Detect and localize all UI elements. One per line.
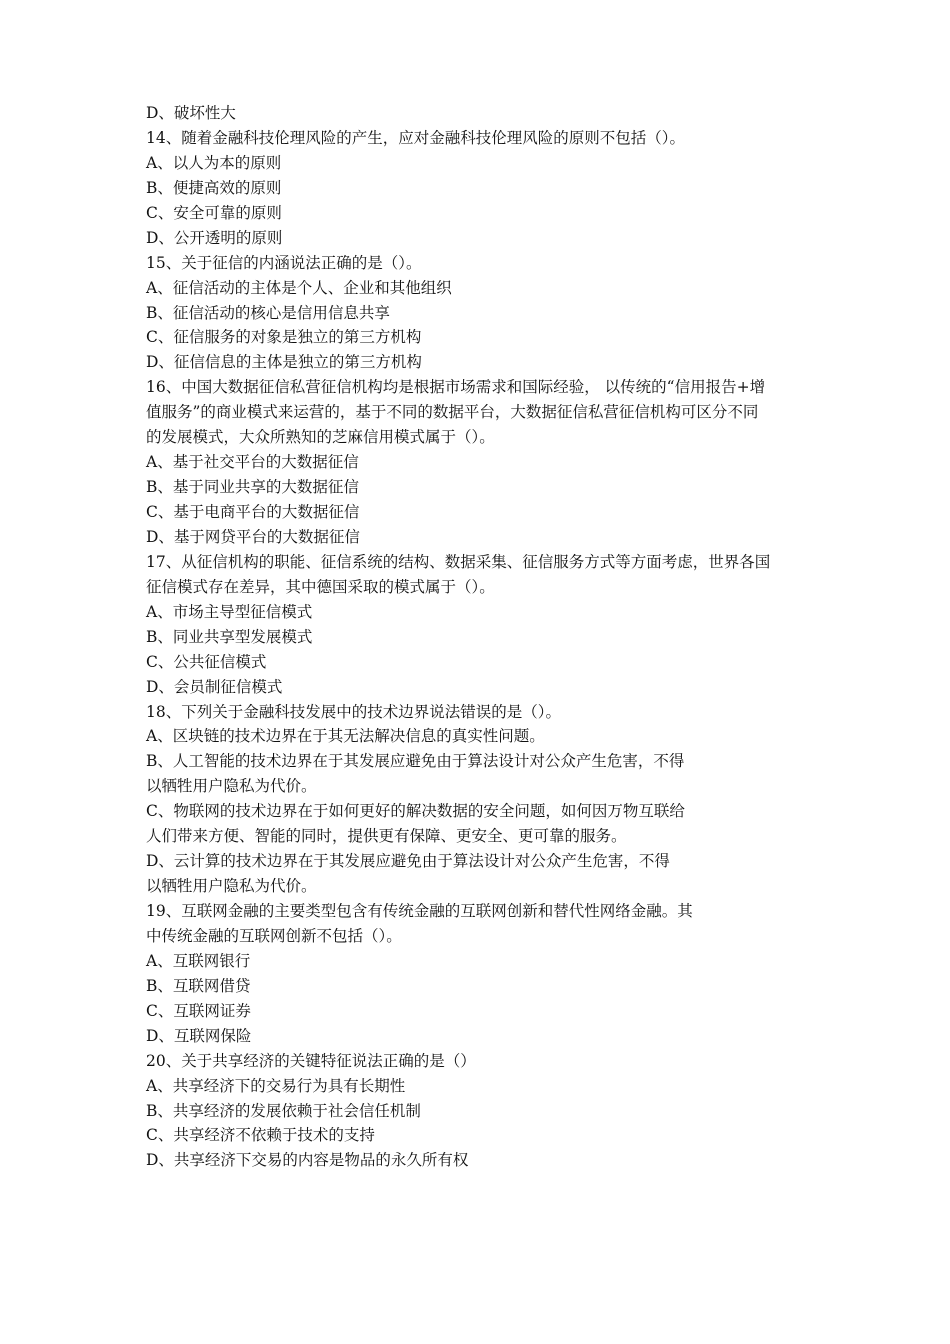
option-d-line: D、云计算的技术边界在于其发展应避免由于算法设计对公众产生危害，不得 [146,852,670,871]
option-d-line: D、征信信息的主体是独立的第三方机构 [146,353,422,372]
option-a-line: A、共享经济下的交易行为具有长期性 [146,1076,406,1095]
question-16-continuation: 值服务”的商业模式来运营的，基于不同的数据平台，大数据征信私营征信机构可区分不同 [146,403,759,422]
option-b-continuation: 以牺牲用户隐私为代价。 [146,777,317,796]
option-d-line: D、公开透明的原则 [146,228,283,247]
option-b-line: B、征信活动的核心是信用信息共享 [146,303,390,322]
question-17-continuation: 征信模式存在差异，其中德国采取的模式属于（）。 [146,577,495,596]
option-d-line: D、会员制征信模式 [146,677,283,696]
question-18: 18、下列关于金融科技发展中的技术边界说法错误的是（）。 [146,702,561,721]
option-d-line: D、破坏性大 [146,104,236,122]
option-a-line: A、以人为本的原则 [146,153,282,172]
option-c-line: C、物联网的技术边界在于如何更好的解决数据的安全问题，如何因万物互联给 [146,802,685,821]
option-a-line: A、征信活动的主体是个人、企业和其他组织 [146,278,452,297]
option-d-line: D、共享经济下交易的内容是物品的永久所有权 [146,1151,469,1170]
option-d-continuation: 以牺牲用户隐私为代价。 [146,877,317,896]
question-19: 19、互联网金融的主要类型包含有传统金融的互联网创新和替代性网络金融。其 [146,902,693,920]
option-c-line: C、征信服务的对象是独立的第三方机构 [146,328,422,347]
option-a-line: A、区块链的技术边界在于其无法解决信息的真实性问题。 [146,727,545,746]
option-d-line: D、基于网贷平台的大数据征信 [146,527,360,546]
option-d-line: D、互联网保险 [146,1026,252,1045]
option-a-line: A、市场主导型征信模式 [146,602,313,621]
question-15: 15、关于征信的内涵说法正确的是（）。 [146,253,422,272]
option-a-line: A、基于社交平台的大数据征信 [146,453,359,472]
option-b-line: B、基于同业共享的大数据征信 [146,478,359,497]
question-20: 20、关于共享经济的关键特征说法正确的是（） [146,1051,476,1070]
question-text-block [146,101,826,1173]
option-b-line: B、互联网借贷 [146,976,251,995]
option-c-line: C、安全可靠的原则 [146,203,282,222]
option-a-line: A、互联网银行 [146,951,251,970]
option-c-line: C、互联网证券 [146,1001,251,1020]
option-c-line: C、公共征信模式 [146,652,267,671]
question-16-continuation: 的发展模式，大众所熟知的芝麻信用模式属于（）。 [146,428,495,447]
option-c-line: C、共享经济不依赖于技术的支持 [146,1126,375,1145]
option-b-line: B、人工智能的技术边界在于其发展应避免由于算法设计对公众产生危害，不得 [146,752,685,771]
option-c-continuation: 人们带来方便、智能的同时，提供更有保障、更安全、更可靠的服务。 [146,827,627,846]
question-16: 16、中国大数据征信私营征信机构均是根据市场需求和国际经验， 以传统的“信用报告+增 [146,378,766,397]
option-b-line: B、共享经济的发展依赖于社会信任机制 [146,1101,421,1120]
option-c-line: C、基于电商平台的大数据征信 [146,503,360,521]
question-17: 17、从征信机构的职能、征信系统的结构、数据采集、征信服务方式等方面考虑，世界各国 [146,552,771,571]
question-19-continuation: 中传统金融的互联网创新不包括（）。 [146,926,402,945]
option-b-line: B、便捷高效的原则 [146,178,282,197]
option-b-line: B、同业共享型发展模式 [146,627,313,646]
question-14: 14、随着金融科技伦理风险的产生，应对金融科技伦理风险的原则不包括（）。 [146,128,685,147]
